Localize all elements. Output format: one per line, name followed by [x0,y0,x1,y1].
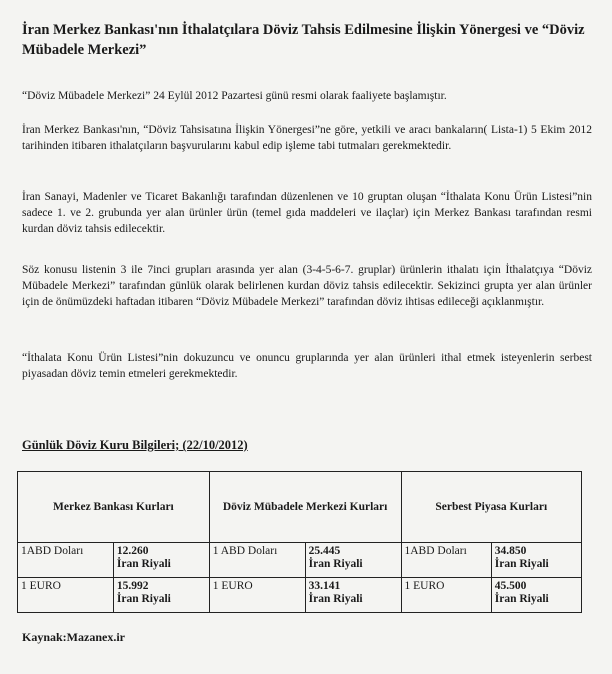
rate-unit: İran Riyali [494,558,549,570]
table-row [18,543,582,578]
rates-heading: Günlük Döviz Kuru Bilgileri; (22/10/2012) [22,438,248,452]
rate-value: 45.500 [494,580,527,592]
paragraph-3: İran Sanayi, Madenler ve Ticaret Bakanlığı tarafından düzenlenen ve 10 gruptan oluşan “İthalata Konu Ürün Listesi”nin sadece 1. ve 2. grubunda yer alan ürünler ürün (temel gıda maddeleri ve ilaçlar) için Merkez Bankası tarafından resmi kurdan döviz tahsis edilecektir. [22,191,592,235]
rate-value: 33.141 [308,580,341,592]
header-exchange-center-rates: Döviz Mübadele Merkezi Kurları [209,472,401,543]
paragraph-1: “Döviz Mübadele Merkezi” 24 Eylül 2012 Pazartesi günü resmi olarak faaliyete başlamıştır. [22,90,447,102]
header-free-market-rates: Serbest Piyasa Kurları [401,472,582,543]
rate-cell [491,543,581,578]
rate-cell [113,543,209,578]
table-row [18,578,582,613]
rate-value: 34.850 [494,545,527,557]
rate-cell [113,578,209,613]
currency-cell: 1ABD Doları [18,543,114,578]
rate-value: 25.445 [308,545,341,557]
currency-cell: 1 EURO [209,578,305,613]
rate-value: 12.260 [116,545,149,557]
paragraph-2: İran Merkez Bankası'nın, “Döviz Tahsisatına İlişkin Yönergesi”ne göre, yetkili ve aracı bankaların( Lista-1) 5 Ekim 2012 tarihinden itibaren ithalatçıların başvurularını kabul edip işleme tabi tutmaları gerekmektedir. [22,124,592,152]
currency-cell: 1 ABD Doları [209,543,305,578]
rate-unit: İran Riyali [308,558,363,570]
exchange-rates-table [17,471,582,613]
header-central-bank-rates: Merkez Bankası Kurları [18,472,210,543]
rate-unit: İran Riyali [116,593,171,605]
rate-cell [305,578,401,613]
rate-unit: İran Riyali [116,558,171,570]
rate-value: 15.992 [116,580,149,592]
paragraph-4: Söz konusu listenin 3 ile 7inci grupları arasında yer alan (3-4-5-6-7. gruplar) ürünlerin ithalatı için İthalatçıya “Döviz Mübadele Merkezi” tarafından günlük olarak belirlenen kurdan döviz tahsis edilecektir. Sekizinci grupta yer alan ürünler için de önümüzdeki haftadan itibaren “Döviz Mübadele Merkezi” tarafından döviz ihtisas edileceği açıklanmıştır. [22,264,592,308]
rate-cell [491,578,581,613]
currency-cell: 1 EURO [401,578,491,613]
currency-cell: 1 EURO [18,578,114,613]
document-title: İran Merkez Bankası'nın İthalatçılara Döviz Tahsis Edilmesine İlişkin Yönergesi ve “Döviz Mübadele Merkezi” [22,22,585,58]
currency-cell: 1ABD Doları [401,543,491,578]
rate-cell [305,543,401,578]
source-credit: Kaynak:Mazanex.ir [22,630,125,644]
paragraph-5: “İthalata Konu Ürün Listesi”nin dokuzuncu ve onuncu gruplarında yer alan ürünleri ithal etmek isteyenlerin serbest piyasadan döviz temin etmeleri gerekmektedir. [22,352,592,380]
rate-unit: İran Riyali [308,593,363,605]
table-header-row [18,472,582,543]
rate-unit: İran Riyali [494,593,549,605]
